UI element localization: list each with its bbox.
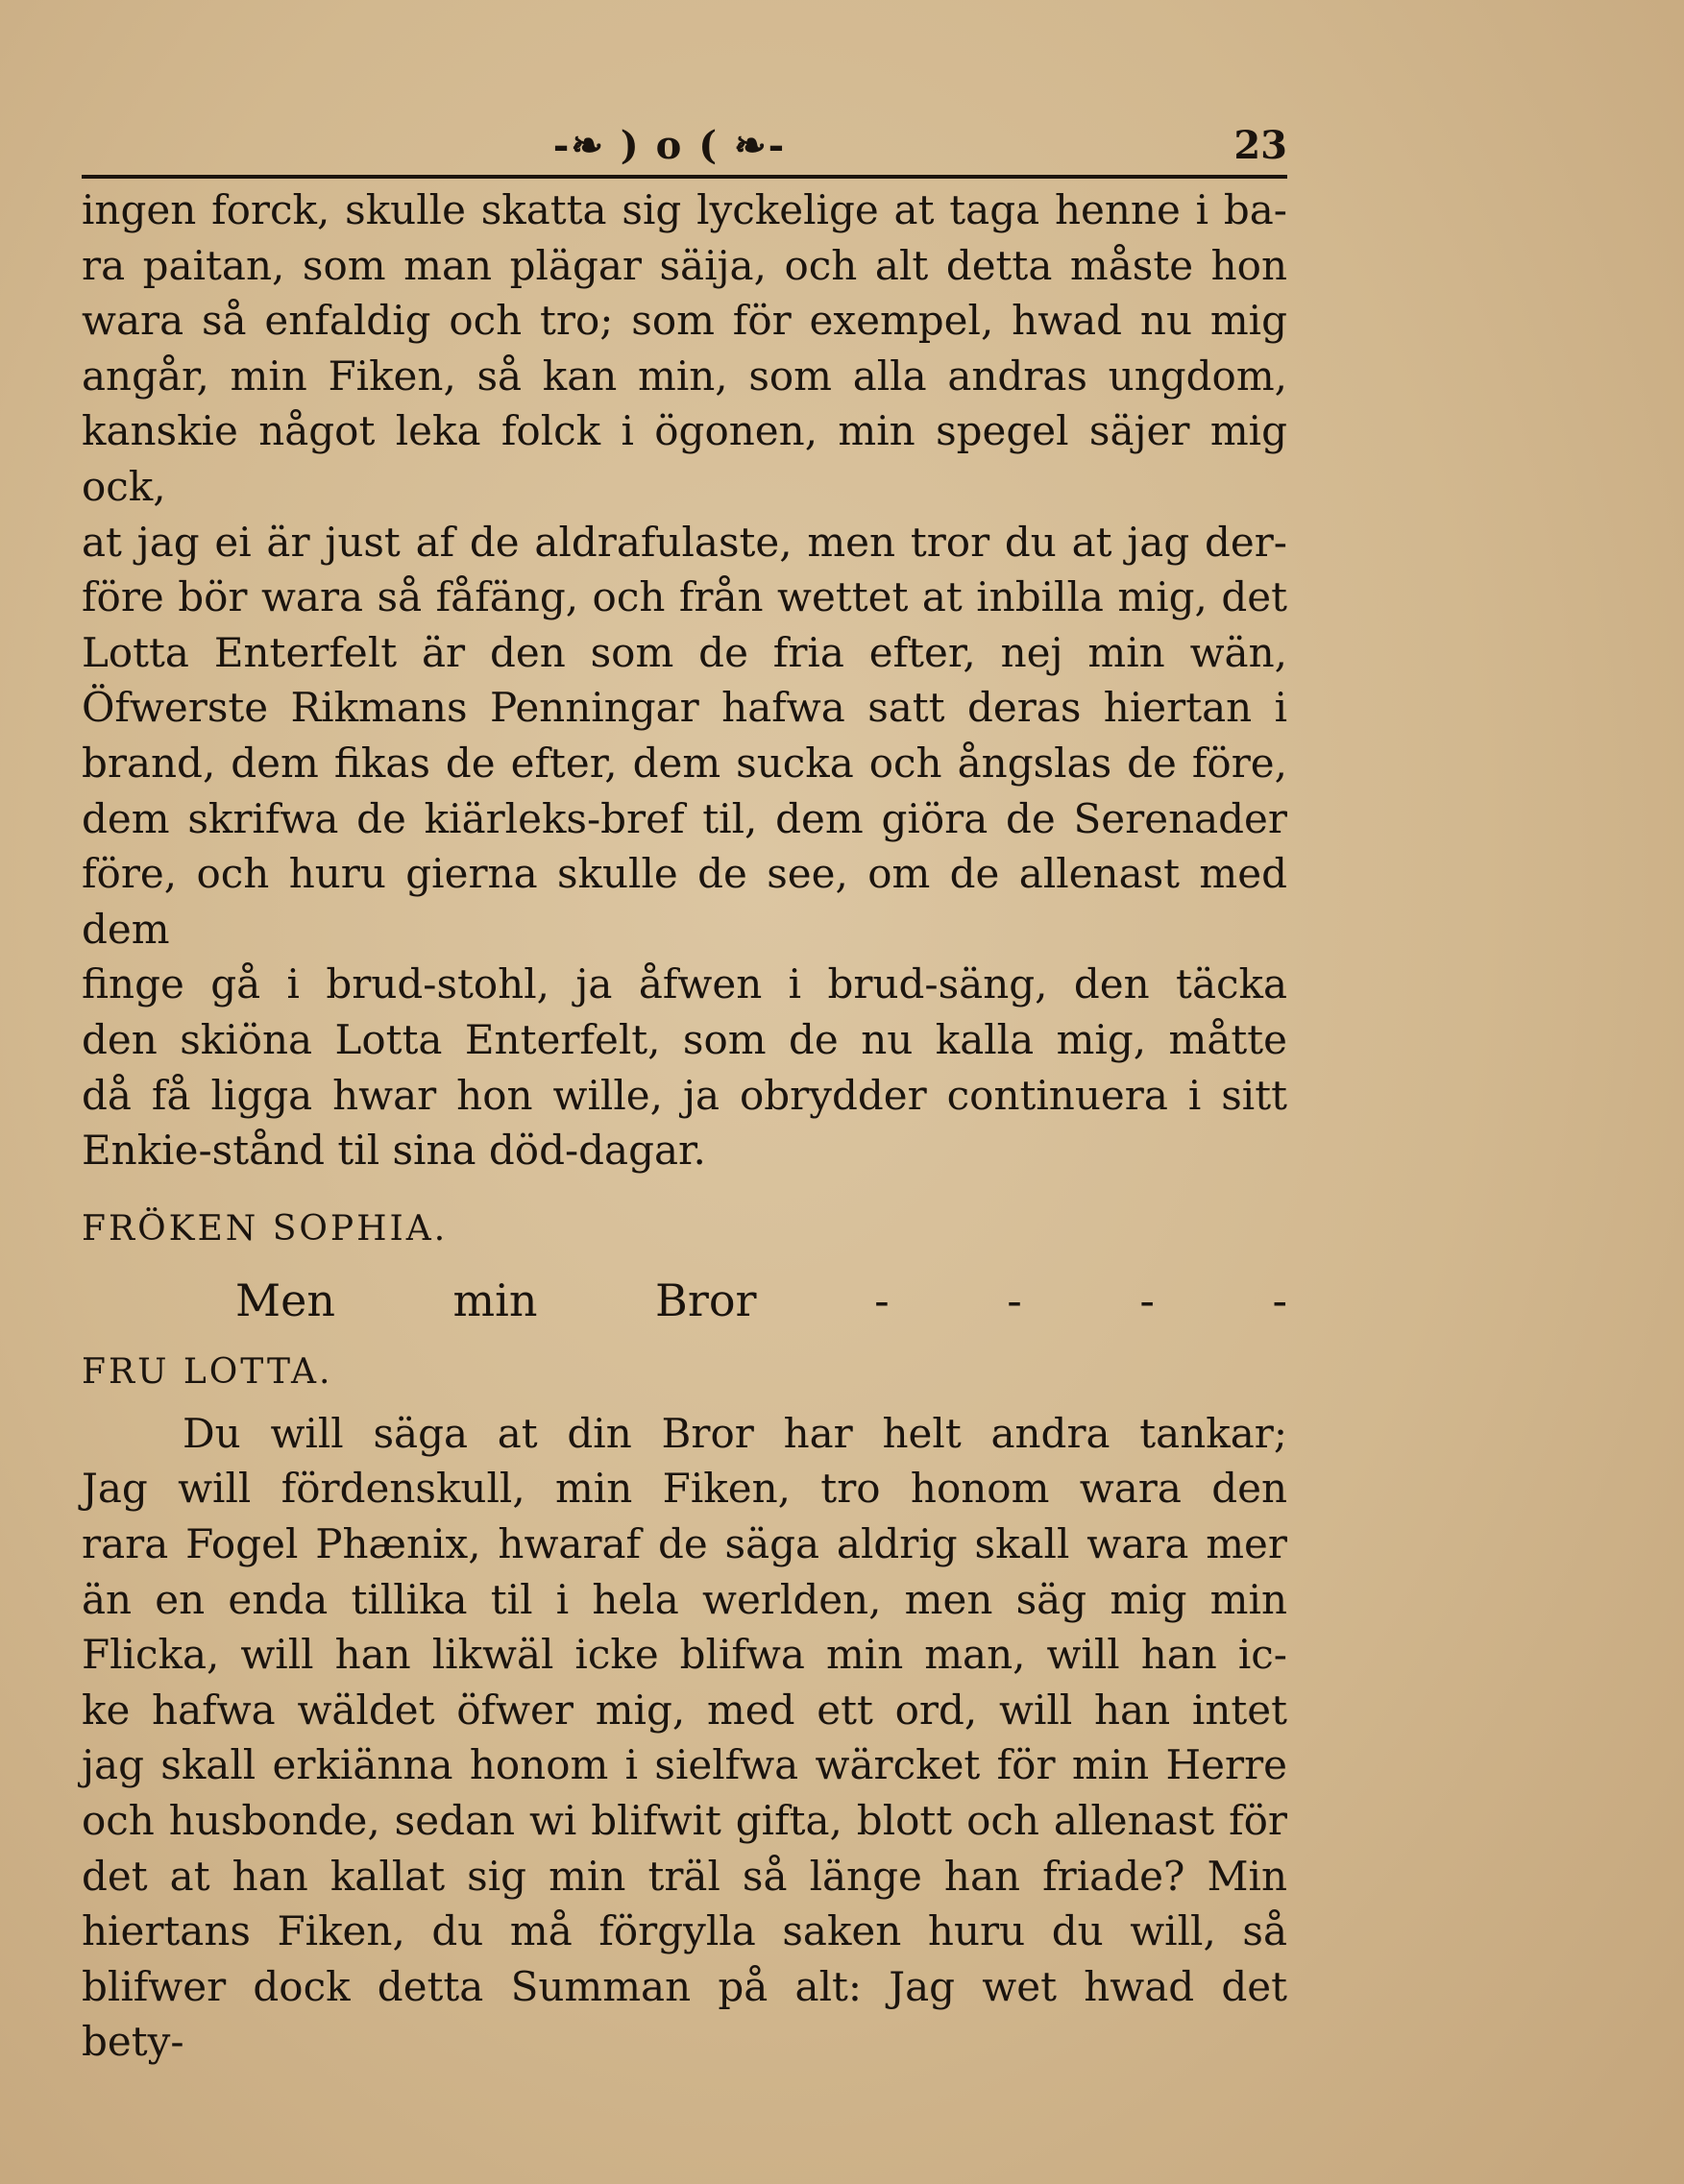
text-line: då få ligga hwar hon wille, ja obrydder continuera i sitt — [82, 1071, 1287, 1119]
passage-1 — [82, 182, 1287, 1178]
text-line: kanskie något leka folck i ögonen, min spegel säjer mig ock, — [82, 407, 1287, 510]
text-line: den skiöna Lotta Enterfelt, som de nu kalla mig, måtte — [82, 1015, 1287, 1063]
text-line: före bör wara så fåfäng, och från wettet at inbilla mig, det — [82, 573, 1287, 621]
text-line: blifwer dock detta Summan på alt: Jag wet hwad det — [82, 1962, 1287, 2010]
catchword: bety- — [82, 2018, 184, 2066]
text-line: wara så enfaldig och tro; som för exempel, hwad nu mig — [82, 297, 1287, 345]
text-line: jag skall erkiänna honom i sielfwa wärcket för min Herre — [82, 1741, 1287, 1789]
page-body — [82, 182, 1287, 2070]
speech-line: Men min Bror - - - - — [235, 1274, 1287, 1327]
text-line: Jag will fördenskull, min Fiken, tro honom wara den — [82, 1465, 1287, 1513]
text-line: ingen forck, skulle skatta sig lyckelige at taga henne i ba- — [82, 186, 1287, 233]
text-line: dem skrifwa de kiärleks-bref til, dem giöra de Serenader — [82, 794, 1287, 842]
speaker-name: FRU LOTTA. — [82, 1352, 333, 1393]
text-line: ra paitan, som man plägar säija, och alt detta måste hon — [82, 241, 1287, 289]
page-number: 23 — [1233, 123, 1287, 168]
header-ornament: -❧ ) o ( ❧- — [552, 123, 787, 168]
text-line: Lotta Enterfelt är den som de fria efter, nej min wän, — [82, 628, 1287, 676]
text-line: Du will säga at din Bror har helt andra tankar; — [183, 1409, 1287, 1457]
text-line: och husbonde, sedan wi blifwit gifta, blott och allenast för — [82, 1797, 1287, 1845]
text-line: det at han kallat sig min träl så länge han friade? Min — [82, 1852, 1287, 1900]
text-line: ke hafwa wäldet öfwer mig, med ett ord, will han intet — [82, 1686, 1287, 1734]
text-line: at jag ei är just af de aldrafulaste, men tror du at jag der- — [82, 518, 1287, 566]
text-line: Öfwerste Rikmans Penningar hafwa satt deras hiertan i — [82, 684, 1287, 732]
speaker-name: FRÖKEN SOPHIA. — [82, 1208, 449, 1249]
passage-2 — [82, 1406, 1287, 2015]
running-header — [82, 113, 1287, 181]
text-line: Enkie-stånd til sina död-dagar. — [82, 1127, 706, 1175]
text-line: finge gå i brud-stohl, ja åfwen i brud-säng, den täcka — [82, 960, 1287, 1008]
text-line: angår, min Fiken, så kan min, som alla andras ungdom, — [82, 352, 1287, 400]
text-line: än en enda tillika til i hela werlden, men säg mig min — [82, 1575, 1287, 1623]
header-rule — [82, 175, 1287, 179]
text-line: före, och huru gierna skulle de see, om de allenast med dem — [82, 850, 1287, 953]
text-line: Flicka, will han likwäl icke blifwa min man, will han ic- — [82, 1631, 1287, 1679]
text-line: brand, dem fikas de efter, dem sucka och ångslas de före, — [82, 739, 1287, 787]
text-line: hiertans Fiken, du må förgylla saken huru du will, så — [82, 1907, 1287, 1955]
text-line: rara Fogel Phænix, hwaraf de säga aldrig skall wara mer — [82, 1520, 1287, 1568]
